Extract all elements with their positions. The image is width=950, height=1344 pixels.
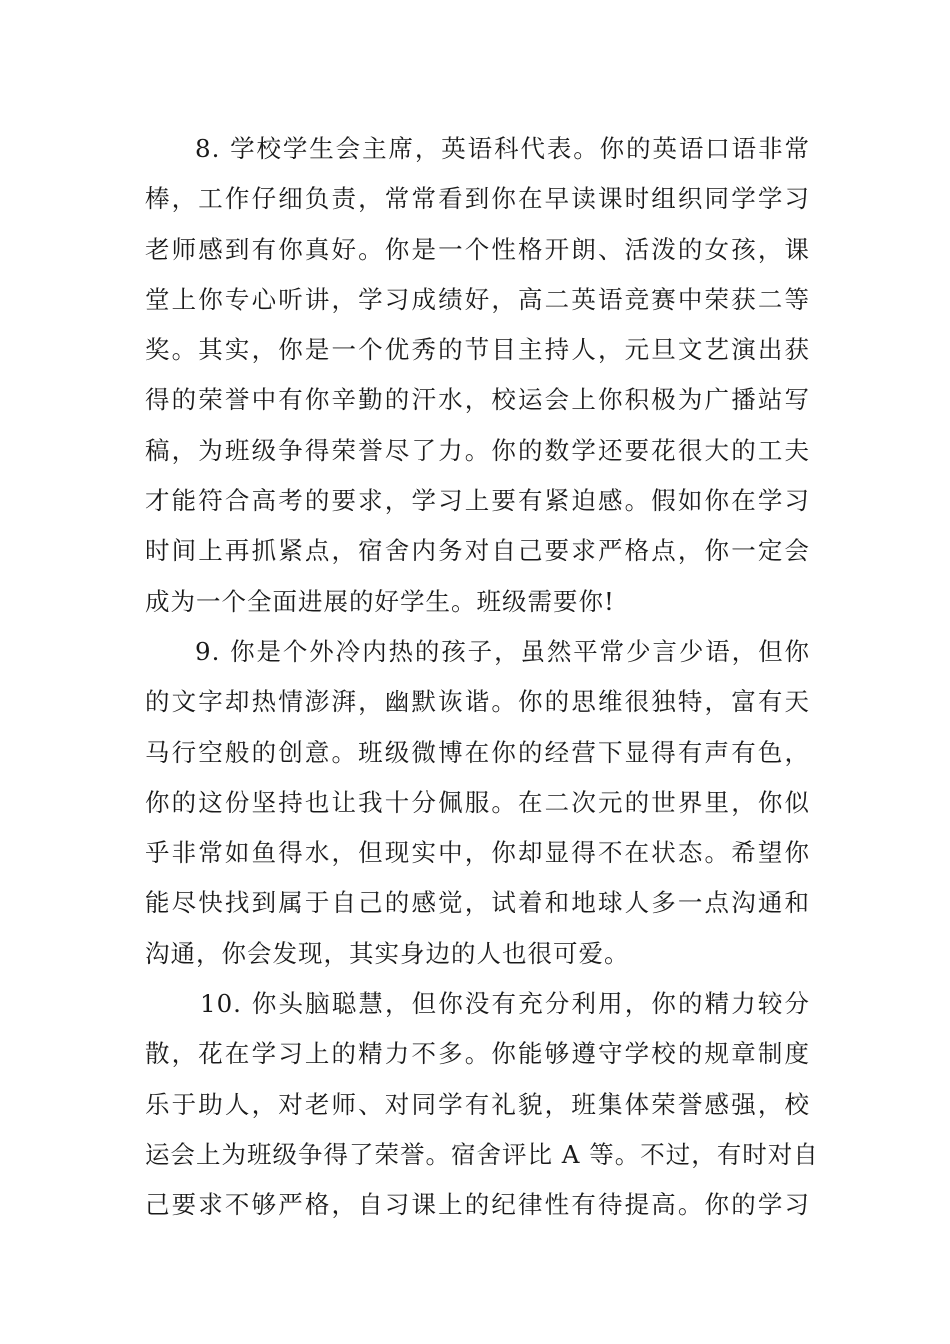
paragraph-line: 的文字却热情澎湃，幽默诙谐。你的思维很独特，富有天 [145,687,810,717]
paragraph-line: 你的这份坚持也让我十分佩服。在二次元的世界里，你似 [145,787,810,817]
paragraph-line: 才能符合高考的要求，学习上要有紧迫感。假如你在学习 [145,486,810,516]
paragraph-line: 运会上为班级争得了荣誉。宿舍评比 A 等。不过，有时对自 [145,1139,819,1169]
paragraph-line: 得的荣誉中有你辛勤的汗水，校运会上你积极为广播站写 [145,385,810,415]
paragraph-line: 稿，为班级争得荣誉尽了力。你的数学还要花很大的工夫 [145,435,810,465]
paragraph-line: 老师感到有你真好。你是一个性格开朗、活泼的女孩，课 [145,234,810,264]
paragraph-line: 10. 你头脑聪慧，但你没有充分利用，你的精力较分 [200,989,810,1019]
paragraph-line: 散，花在学习上的精力不多。你能够遵守学校的规章制度 [145,1039,810,1069]
paragraph-line: 沟通，你会发现，其实身边的人也很可爱。 [145,938,630,968]
paragraph-line: 时间上再抓紧点，宿舍内务对自己要求严格点，你一定会 [145,536,810,566]
paragraph-9 [145,627,810,979]
document-body [145,124,819,1231]
paragraph-line: 棒，工作仔细负责，常常看到你在早读课时组织同学学习 [145,184,810,214]
paragraph-line: 乐于助人，对老师、对同学有礼貌，班集体荣誉感强，校 [145,1089,810,1119]
paragraph-line: 堂上你专心听讲，学习成绩好，高二英语竞赛中荣获二等 [145,284,810,314]
paragraph-line: 成为一个全面进展的好学生。班级需要你! [145,586,615,616]
paragraph-line: 能尽快找到属于自己的感觉，试着和地球人多一点沟通和 [145,888,810,918]
paragraph-line: 8. 学校学生会主席，英语科代表。你的英语口语非常 [195,134,810,163]
paragraph-line: 乎非常如鱼得水，但现实中，你却显得不在状态。希望你 [145,838,810,868]
paragraph-line: 奖。其实，你是一个优秀的节目主持人，元旦文艺演出获 [145,335,810,365]
paragraph-line: 9. 你是个外冷内热的孩子，虽然平常少言少语，但你 [195,636,810,666]
paragraph-8 [145,124,810,627]
paragraph-line: 己要求不够严格，自习课上的纪律性有待提高。你的学习 [145,1190,810,1220]
paragraph-10 [145,979,819,1230]
paragraph-line: 马行空般的创意。班级微博在你的经营下显得有声有色， [145,737,810,767]
